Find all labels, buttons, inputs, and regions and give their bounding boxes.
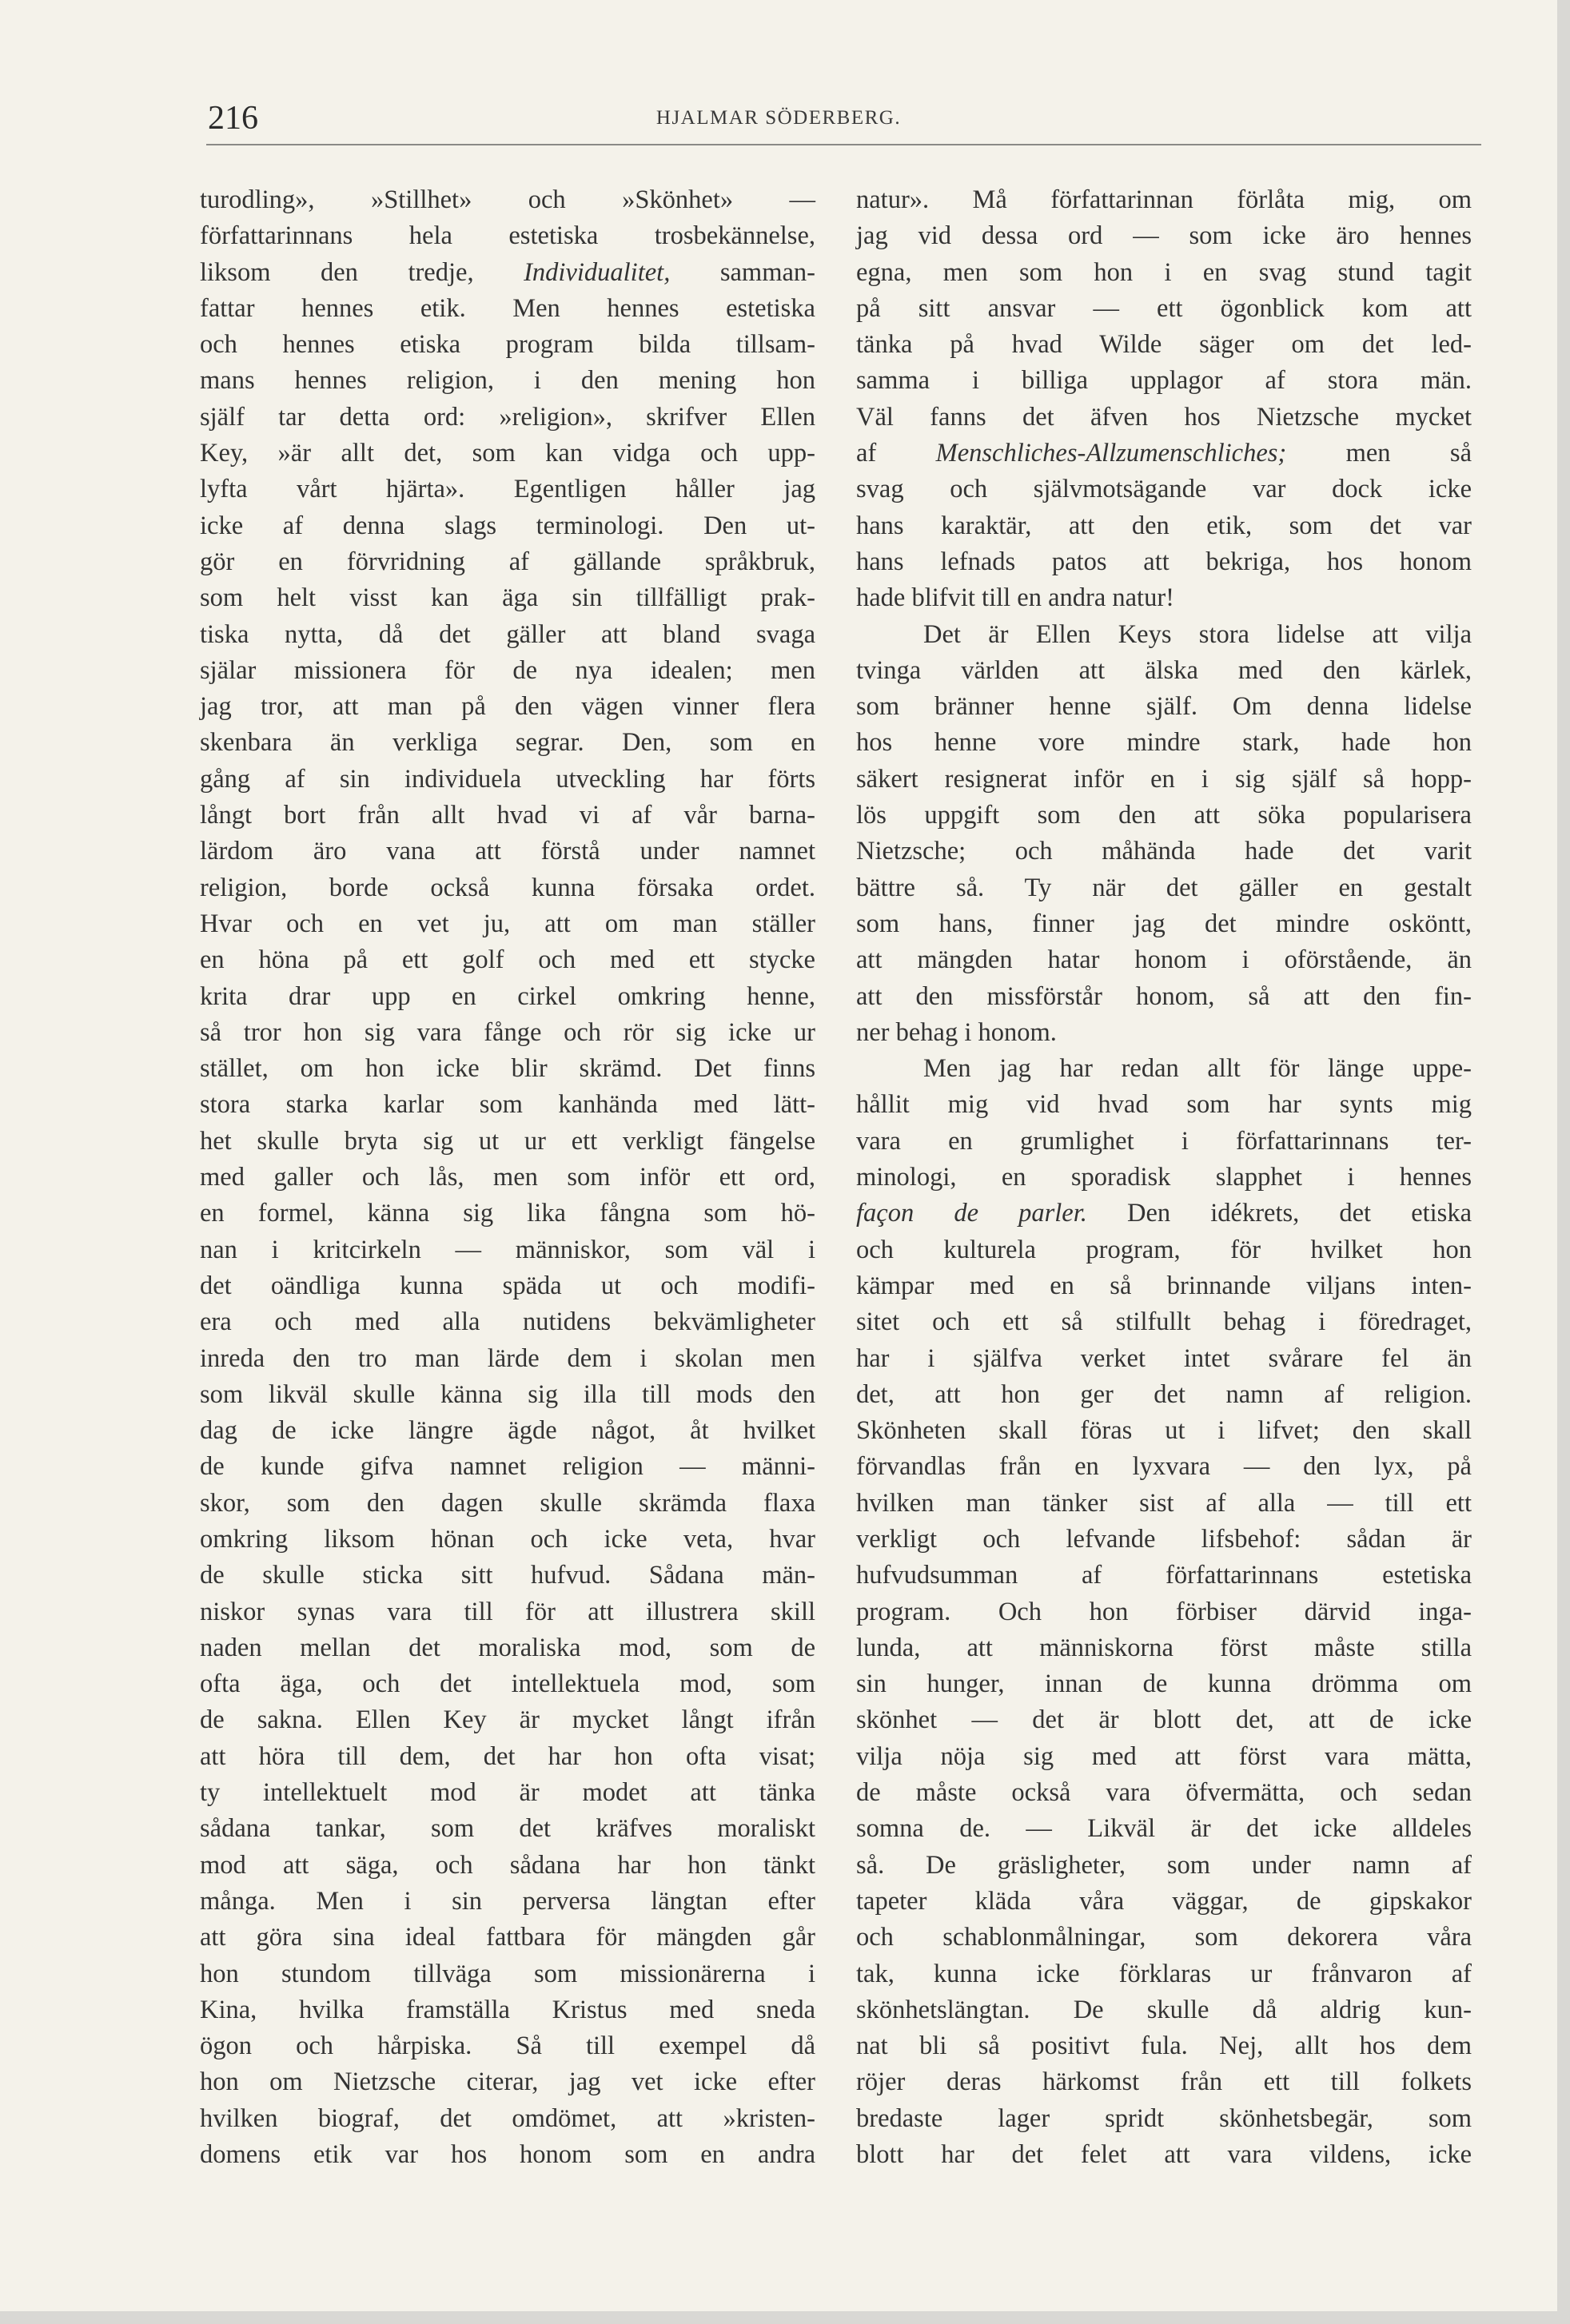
line-text: det, att hon ger det namn af religion. (856, 1379, 1472, 1409)
line-text: het skulle bryta sig ut ur ett verkligt fängelse (200, 1126, 815, 1156)
line-text: Väl fanns det äfven hos Nietzsche mycket (856, 402, 1472, 432)
text-line (200, 2137, 815, 2173)
left-column (200, 182, 815, 2173)
line-text: nan i kritcirkeln — människor, som väl i (200, 1235, 815, 1264)
text-line (200, 1594, 815, 1630)
text-line (856, 580, 1472, 616)
line-text: att höra till dem, det har hon ofta visat; (200, 1741, 815, 1771)
text-line (856, 1594, 1472, 1630)
line-text: hon om Nietzsche citerar, jag vet icke efter (200, 2067, 815, 2097)
text-line (856, 1160, 1472, 1196)
line-text: så. De gräsligheter, som under namn af (856, 1850, 1472, 1880)
text-line (856, 1992, 1472, 2028)
line-text: hans karaktär, att den etik, som det var (856, 511, 1472, 540)
text-line (856, 291, 1472, 327)
text-line (856, 1486, 1472, 1522)
line-text: själar missionera för de nya idealen; men (200, 655, 815, 685)
text-line (856, 255, 1472, 291)
text-line (856, 2028, 1472, 2064)
text-line (200, 1739, 815, 1775)
text-line (200, 1992, 815, 2028)
text-line (856, 327, 1472, 363)
line-text: liksom den tredje, (200, 257, 524, 287)
text-line (200, 1015, 815, 1051)
text-line (856, 1920, 1472, 1956)
text-line (856, 1268, 1472, 1304)
header-rule (206, 144, 1481, 145)
line-text: skönhet — det är blott det, att de icke (856, 1705, 1472, 1735)
text-line (200, 834, 815, 870)
line-text: Hvar och en vet ju, att om man ställer (200, 909, 815, 938)
text-line (200, 2028, 815, 2064)
text-line (856, 1666, 1472, 1702)
text-line (856, 689, 1472, 725)
text-line (200, 472, 815, 507)
text-line (200, 1522, 815, 1558)
text-line (856, 363, 1472, 399)
text-line (200, 798, 815, 834)
text-line (856, 436, 1472, 472)
text-line (200, 327, 815, 363)
text-line (200, 1486, 815, 1522)
line-text: nat bli så positivt fula. Nej, allt hos dem (856, 2032, 1472, 2061)
text-line (200, 1956, 815, 1992)
line-text: hon stundom tillväga som missionärerna i (200, 1959, 815, 1988)
line-text: natur». Må författarinnan förlåta mig, om (856, 185, 1472, 214)
text-line (856, 1377, 1472, 1413)
line-text: lärdom äro vana att förstå under namnet (200, 837, 815, 866)
line-text: med galler och lås, men som inför ett ord, (200, 1163, 815, 1192)
text-line (200, 400, 815, 436)
line-text: somna de. — Likväl är det icke alldeles (856, 1814, 1472, 1844)
line-text: mod att säga, och sådana har hon tänkt (200, 1850, 815, 1880)
line-text: tak, kunna icke förklaras ur frånvaron af (856, 1959, 1472, 1988)
line-text: naden mellan det moraliska mod, som de (200, 1633, 815, 1662)
italic-text: façon de parler. (856, 1199, 1087, 1228)
line-text: det oändliga kunna späda ut och modifi- (200, 1271, 815, 1300)
line-text: verkligt och lefvande lifsbehof: sådan är (856, 1524, 1472, 1554)
line-text: att göra sina ideal fattbara för mängden går (200, 1923, 815, 1952)
text-line (856, 725, 1472, 761)
italic-text: Menschliches-Allzumenschliches; (935, 439, 1287, 468)
text-line (200, 1884, 815, 1920)
line-text: icke af denna slags terminologi. Den ut- (200, 511, 815, 540)
line-text: de kunde gifva namnet religion — männi- (200, 1452, 815, 1482)
italic-text: Individualitet, (524, 257, 671, 287)
text-line (200, 689, 815, 725)
line-text: hade blifvit till en andra natur! (856, 583, 1174, 613)
line-text: de måste också vara öfvermätta, och sedan (856, 1778, 1472, 1808)
line-text: sådana tankar, som det kräfves moraliskt (200, 1814, 815, 1844)
line-text: Kina, hvilka framställa Kristus med sneda (200, 1995, 815, 2024)
text-line (856, 1848, 1472, 1884)
line-text: och schablonmålningar, som dekorera våra (856, 1923, 1472, 1952)
text-line (200, 1702, 815, 1738)
line-text: bredaste lager spridt skönhetsbegär, som (856, 2103, 1472, 2133)
text-line (856, 1413, 1472, 1449)
line-text: bättre så. Ty när det gäller en gestalt (856, 873, 1472, 902)
text-line (200, 2064, 815, 2100)
line-text: hvilken biograf, det omdömet, att »kristen- (200, 2103, 815, 2133)
line-text: och hennes etiska program bilda tillsam- (200, 330, 815, 360)
line-text-after: men så (1286, 439, 1472, 468)
line-text-after: Den idékrets, det etiska (1086, 1199, 1472, 1228)
line-text: de sakna. Ellen Key är mycket långt ifrån (200, 1705, 815, 1735)
line-text: som hans, finner jag det mindre osköntt, (856, 909, 1472, 938)
text-line (200, 218, 815, 254)
line-text: krita drar upp en cirkel omkring henne, (200, 981, 815, 1011)
running-head: HJALMAR SÖDERBERG. (655, 107, 902, 129)
line-text: röjer deras härkomst från ett till folkets (856, 2067, 1472, 2097)
line-text: lyfta vårt hjärta». Egentligen håller jag (200, 475, 815, 504)
line-text: lös uppgift som den att söka popularisera (856, 801, 1472, 830)
line-text: gång af sin individuela utveckling har förts (200, 764, 815, 794)
line-text: hos henne vore mindre stark, hade hon (856, 728, 1472, 758)
line-text: samma i billiga upplagor af stora män. (856, 366, 1472, 396)
text-line (200, 363, 815, 399)
text-line (200, 870, 815, 906)
line-text: författarinnans hela estetiska trosbekännelse, (200, 221, 815, 251)
line-text: skor, som den dagen skulle skrämda flaxa (200, 1488, 815, 1518)
text-line (200, 1666, 815, 1702)
line-text: Nietzsche; och måhända hade det varit (856, 837, 1472, 866)
line-text: och kulturela program, för hvilket hon (856, 1235, 1472, 1264)
text-line (200, 1160, 815, 1196)
text-line (856, 1558, 1472, 1594)
line-text: långt bort från allt hvad vi af vår barna- (200, 801, 815, 830)
text-line (200, 653, 815, 689)
line-text: så tror hon sig vara fånge och rör sig icke ur (200, 1017, 815, 1047)
text-line (200, 906, 815, 942)
text-line (200, 979, 815, 1015)
line-text: stora starka karlar som kanhända med lätt- (200, 1090, 815, 1120)
text-line (200, 508, 815, 544)
line-text: jag tror, att man på den vägen vinner flera (200, 692, 815, 722)
line-text: själf tar detta ord: »religion», skrifver Ellen (200, 402, 815, 432)
text-line (856, 1522, 1472, 1558)
line-text: sin hunger, innan de kunna drömma om (856, 1669, 1472, 1699)
line-text: tapeter kläda våra väggar, de gipskakor (856, 1886, 1472, 1916)
text-line (200, 617, 815, 653)
right-column (856, 182, 1472, 2173)
text-line (856, 617, 1472, 653)
page-number: 216 (208, 100, 258, 137)
line-text: kämpar med en så brinnande viljans inten- (856, 1271, 1472, 1300)
line-text: Key, »är allt det, som kan vidga och upp- (200, 439, 815, 468)
text-line (200, 1413, 815, 1449)
line-text: hållit mig vid hvad som har synts mig (856, 1090, 1472, 1120)
text-line (856, 798, 1472, 834)
text-line (200, 255, 815, 291)
text-line (200, 544, 815, 580)
text-line (200, 942, 815, 978)
line-text-after: samman- (670, 257, 815, 287)
line-text: stället, om hon icke blir skrämd. Det finns (200, 1054, 815, 1084)
text-line (856, 508, 1472, 544)
line-text: af (856, 439, 936, 468)
line-text: ögon och hårpiska. Så till exempel då (200, 2032, 815, 2061)
text-line (856, 2101, 1472, 2137)
text-line (856, 1051, 1472, 1087)
text-line (200, 436, 815, 472)
text-line (200, 1775, 815, 1811)
line-text: era och med alla nutidens bekvämligheter (200, 1307, 815, 1337)
text-line (856, 1739, 1472, 1775)
text-line (200, 1811, 815, 1847)
text-line (856, 1304, 1472, 1340)
text-line (200, 182, 815, 218)
text-line (856, 1015, 1472, 1051)
text-line (856, 1884, 1472, 1920)
text-line (856, 544, 1472, 580)
line-text: de skulle sticka sitt hufvud. Sådana män- (200, 1561, 815, 1590)
line-text: ner behag i honom. (856, 1017, 1057, 1047)
text-line (856, 1956, 1472, 1992)
line-text: egna, men som hon i en svag stund tagit (856, 257, 1472, 287)
line-text: hans lefnads patos att bekriga, hos honom (856, 547, 1472, 576)
text-line (856, 979, 1472, 1015)
text-line (856, 182, 1472, 218)
text-line (856, 1124, 1472, 1160)
text-line (200, 1341, 815, 1377)
line-text: hvilken man tänker sist af alla — till ett (856, 1488, 1472, 1518)
line-text: Skönheten skall föras ut i lifvet; den skall (856, 1416, 1472, 1446)
text-line (200, 1920, 815, 1956)
line-text: ty intellektuelt mod är modet att tänka (200, 1778, 815, 1808)
line-text: mans hennes religion, i den mening hon (200, 366, 815, 396)
text-line (200, 1268, 815, 1304)
line-text: vara en grumlighet i författarinnans ter- (856, 1126, 1472, 1156)
line-text: sitet och ett så stilfullt behag i föredraget, (856, 1307, 1472, 1337)
line-text: skönhetslängtan. De skulle då aldrig kun- (856, 1995, 1472, 2024)
line-text: jag vid dessa ord — som icke äro hennes (856, 221, 1472, 251)
text-line (200, 1377, 815, 1413)
text-line (856, 218, 1472, 254)
line-text: Det är Ellen Keys stora lidelse att vilja (923, 619, 1472, 649)
line-text: som likväl skulle känna sig illa till mods den (200, 1379, 815, 1409)
text-line (200, 1848, 815, 1884)
text-line (200, 2101, 815, 2137)
text-line (856, 472, 1472, 507)
text-line (200, 1124, 815, 1160)
line-text: blott har det felet att vara vildens, icke (856, 2140, 1472, 2170)
text-line (856, 1775, 1472, 1811)
text-line (856, 906, 1472, 942)
line-text: hufvudsumman af författarinnans estetiska (856, 1561, 1472, 1590)
line-text: inreda den tro man lärde dem i skolan men (200, 1343, 815, 1373)
line-text: har i själfva verket intet svårare fel än (856, 1343, 1472, 1373)
text-line (856, 834, 1472, 870)
line-text: en formel, känna sig lika fångna som hö- (200, 1199, 815, 1228)
text-line (856, 870, 1472, 906)
text-line (200, 1087, 815, 1123)
text-line (200, 1304, 815, 1340)
text-line (200, 1232, 815, 1268)
line-text: skenbara än verkliga segrar. Den, som en (200, 728, 815, 758)
line-text: omkring liksom hönan och icke veta, hvar (200, 1524, 815, 1554)
line-text: niskor synas vara till för att illustrera skill (200, 1597, 815, 1626)
line-text: tvinga världen att älska med den kärlek, (856, 655, 1472, 685)
line-text: en höna på ett golf och med ett stycke (200, 945, 815, 975)
line-text: att den missförstår honom, så att den fin- (856, 981, 1472, 1011)
line-text: förvandlas från en lyxvara — den lyx, på (856, 1452, 1472, 1482)
text-line (856, 653, 1472, 689)
line-text: Men jag har redan allt för länge uppe- (923, 1054, 1472, 1084)
line-text: domens etik var hos honom som en andra (200, 2140, 815, 2170)
text-line (200, 1558, 815, 1594)
page-header (0, 99, 1557, 147)
text-line (200, 291, 815, 327)
text-line (200, 1449, 815, 1485)
line-text: turodling», »Stillhet» och »Skönhet» — (200, 185, 815, 214)
line-text: som bränner henne själf. Om denna lidelse (856, 692, 1472, 722)
text-line (856, 1087, 1472, 1123)
text-line (856, 1630, 1472, 1666)
text-line (856, 1702, 1472, 1738)
line-text: på sitt ansvar — ett ögonblick kom att (856, 293, 1472, 323)
text-line (200, 580, 815, 616)
text-line (856, 762, 1472, 798)
text-line (856, 2064, 1472, 2100)
text-line (856, 942, 1472, 978)
text-line (200, 762, 815, 798)
text-line (856, 1232, 1472, 1268)
text-line (200, 725, 815, 761)
text-line (856, 2137, 1472, 2173)
text-line (200, 1196, 815, 1232)
line-text: säkert resignerat inför en i sig själf så hopp- (856, 764, 1472, 794)
text-line (856, 1449, 1472, 1485)
line-text: lunda, att människorna först måste stilla (856, 1633, 1472, 1662)
line-text: tiska nytta, då det gäller att bland svaga (200, 619, 815, 649)
line-text: att mängden hatar honom i oförstående, än (856, 945, 1472, 975)
line-text: minologi, en sporadisk slapphet i hennes (856, 1163, 1472, 1192)
text-line (856, 400, 1472, 436)
line-text: ofta äga, och det intellektuela mod, som (200, 1669, 815, 1699)
line-text: som helt visst kan äga sin tillfälligt prak- (200, 583, 815, 613)
line-text: gör en förvridning af gällande språkbruk, (200, 547, 815, 576)
line-text: program. Och hon förbiser därvid inga- (856, 1597, 1472, 1626)
line-text: dag de icke längre ägde något, åt hvilket (200, 1416, 815, 1446)
text-line (856, 1341, 1472, 1377)
line-text: vilja nöja sig med att först vara mätta, (856, 1741, 1472, 1771)
text-line (200, 1051, 815, 1087)
line-text: många. Men i sin perversa längtan efter (200, 1886, 815, 1916)
text-line (856, 1811, 1472, 1847)
line-text: fattar hennes etik. Men hennes estetiska (200, 293, 815, 323)
text-line (200, 1630, 815, 1666)
text-line (856, 1196, 1472, 1232)
line-text: svag och självmotsägande var dock icke (856, 475, 1472, 504)
line-text: religion, borde också kunna försaka ordet. (200, 873, 815, 902)
line-text: tänka på hvad Wilde säger om det led- (856, 330, 1472, 360)
